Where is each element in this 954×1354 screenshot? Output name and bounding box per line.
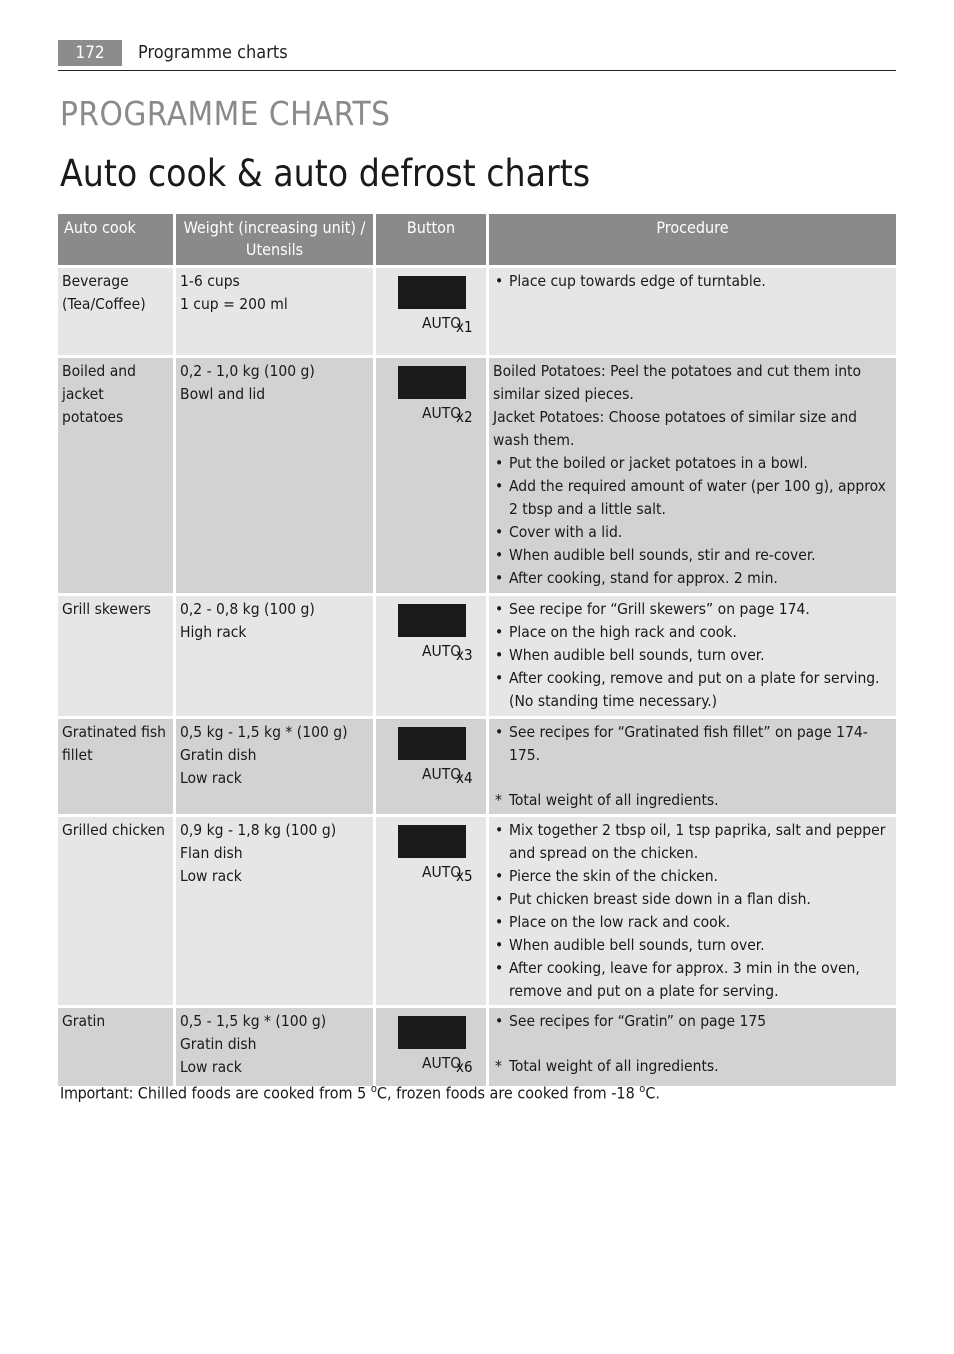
button-cell bbox=[376, 1008, 489, 1089]
auto-cook-button-icon bbox=[422, 402, 462, 422]
table-row bbox=[58, 817, 896, 1008]
svg-text:AUTO: AUTO bbox=[422, 1054, 462, 1072]
food-name: Gratin bbox=[62, 1012, 106, 1030]
button-cell bbox=[376, 268, 489, 358]
procedure-step: • Mix together 2 tbsp oil, 1 tsp paprika, salt and pepper and spread on the chicken. bbox=[493, 819, 892, 865]
procedure-list bbox=[493, 452, 892, 590]
food-name: Grilled chicken bbox=[62, 821, 166, 839]
table-header-row bbox=[58, 214, 896, 268]
table-row bbox=[58, 596, 896, 719]
procedure-step: • Place on the high rack and cook. bbox=[493, 621, 892, 644]
procedure-cell bbox=[489, 817, 896, 1008]
weight-line: Low rack bbox=[180, 1058, 242, 1076]
weight-line: 0,5 - 1,5 kg * (100 g) bbox=[180, 1012, 327, 1030]
svg-text:AUTO: AUTO bbox=[422, 642, 462, 660]
procedure-step: • When audible bell sounds, turn over. bbox=[493, 934, 892, 957]
auto-cook-button-icon bbox=[422, 312, 462, 332]
procedure-step: • After cooking, remove and put on a plate for serving. (No standing time necessary.) bbox=[493, 667, 892, 713]
display-panel bbox=[398, 604, 466, 637]
procedure-step: • Put the boiled or jacket potatoes in a bowl. bbox=[493, 452, 892, 475]
procedure-step: • Pierce the skin of the chicken. bbox=[493, 865, 892, 888]
footnote-text: Total weight of all ingredients. bbox=[509, 1057, 719, 1075]
header-auto-cook: Auto cook bbox=[58, 214, 176, 268]
weight-cell bbox=[176, 358, 376, 596]
button-cell bbox=[376, 596, 489, 719]
food-cell bbox=[58, 358, 176, 596]
table-row bbox=[58, 268, 896, 358]
important-note bbox=[60, 1082, 660, 1102]
weight-cell bbox=[176, 817, 376, 1008]
procedure-step: • See recipes for “Gratin” on page 175 bbox=[493, 1010, 892, 1033]
procedure-list bbox=[493, 1010, 892, 1033]
degree-mark-2: o bbox=[639, 1082, 646, 1095]
footnote-mark: * bbox=[495, 791, 502, 809]
auto-cook-button-icon bbox=[422, 861, 462, 881]
procedure-step: • After cooking, stand for approx. 2 min. bbox=[493, 567, 892, 590]
table-row bbox=[58, 358, 896, 596]
weight-line: Low rack bbox=[180, 867, 242, 885]
fish-dish-steam-icon bbox=[135, 751, 163, 781]
weight-line: 0,2 - 1,0 kg (100 g) bbox=[180, 362, 315, 380]
press-count: x4 bbox=[456, 769, 473, 787]
weight-line: 0,2 - 0,8 kg (100 g) bbox=[180, 600, 315, 618]
chicken-icon bbox=[135, 853, 163, 883]
weight-cell bbox=[176, 596, 376, 719]
food-cell bbox=[58, 719, 176, 817]
food-cell bbox=[58, 596, 176, 719]
food-name: Beverage (Tea/Coffee) bbox=[62, 272, 146, 313]
page-heading: Auto cook & auto defrost charts bbox=[60, 152, 591, 195]
food-cell bbox=[58, 268, 176, 358]
food-cell bbox=[58, 817, 176, 1008]
procedure-list bbox=[493, 721, 892, 767]
press-count: x5 bbox=[456, 867, 473, 885]
procedure-step: • Place on the low rack and cook. bbox=[493, 911, 892, 934]
button-cell bbox=[376, 719, 489, 817]
weight-line: High rack bbox=[180, 623, 247, 641]
procedure-cell bbox=[489, 1008, 896, 1089]
procedure-step: • Place cup towards edge of turntable. bbox=[493, 270, 892, 293]
display-panel bbox=[398, 276, 466, 309]
running-title: Programme charts bbox=[138, 42, 288, 63]
weight-cell bbox=[176, 1008, 376, 1089]
degree-mark-1: o bbox=[370, 1082, 377, 1095]
procedure-list bbox=[493, 270, 892, 293]
table-row bbox=[58, 719, 896, 817]
procedure-step: • Put chicken breast side down in a flan dish. bbox=[493, 888, 892, 911]
footnote-text: Total weight of all ingredients. bbox=[509, 791, 719, 809]
svg-text:AUTO: AUTO bbox=[422, 765, 462, 783]
display-panel bbox=[398, 1016, 466, 1049]
weight-line: Gratin dish bbox=[180, 746, 257, 764]
weight-line: 1-6 cups bbox=[180, 272, 240, 290]
procedure-step: • Cover with a lid. bbox=[493, 521, 892, 544]
svg-text:AUTO: AUTO bbox=[422, 314, 462, 332]
food-cell bbox=[58, 1008, 176, 1089]
important-text-2: C, frozen foods are cooked from -18 bbox=[376, 1083, 640, 1103]
display-panel bbox=[398, 825, 466, 858]
procedure-step: • Add the required amount of water (per 100 g), approx 2 tbsp and a little salt. bbox=[493, 475, 892, 521]
procedure-cell bbox=[489, 358, 896, 596]
svg-text:AUTO: AUTO bbox=[422, 404, 462, 422]
section-title: PROGRAMME CHARTS bbox=[60, 94, 391, 133]
important-label: Important: bbox=[60, 1083, 134, 1103]
svg-text:AUTO: AUTO bbox=[422, 863, 462, 881]
procedure-cell bbox=[489, 268, 896, 358]
procedure-list bbox=[493, 598, 892, 713]
cup-steam-icon bbox=[135, 318, 163, 348]
weight-cell bbox=[176, 719, 376, 817]
weight-cell bbox=[176, 268, 376, 358]
header-weight: Weight (increasing unit) / Utensils bbox=[176, 214, 376, 268]
procedure-step: • See recipe for “Grill skewers” on page 174. bbox=[493, 598, 892, 621]
button-cell bbox=[376, 817, 489, 1008]
weight-line: Low rack bbox=[180, 769, 242, 787]
procedure-list bbox=[493, 819, 892, 1003]
page-number: 172 bbox=[58, 40, 122, 66]
footnote bbox=[493, 1055, 892, 1078]
press-count: x6 bbox=[456, 1058, 473, 1076]
header-button: Button bbox=[376, 214, 489, 268]
food-name: Boiled and jacket potatoes bbox=[62, 362, 136, 426]
food-name: Gratinated fish fillet bbox=[62, 723, 167, 764]
procedure-paragraph: Jacket Potatoes: Choose potatoes of similar size and wash them. bbox=[493, 408, 858, 449]
footnote bbox=[493, 789, 892, 812]
auto-cook-button-icon bbox=[422, 763, 462, 783]
press-count: x2 bbox=[456, 408, 473, 426]
weight-line: 0,9 kg - 1,8 kg (100 g) bbox=[180, 821, 337, 839]
skewer-steam-icon bbox=[135, 624, 163, 654]
header-procedure: Procedure bbox=[489, 214, 896, 268]
footnote-mark: * bbox=[495, 1057, 502, 1075]
procedure-step: • When audible bell sounds, stir and re-cover. bbox=[493, 544, 892, 567]
weight-line: Gratin dish bbox=[180, 1035, 257, 1053]
important-text-3: C. bbox=[645, 1083, 660, 1103]
press-count: x1 bbox=[456, 318, 473, 336]
food-name: Grill skewers bbox=[62, 600, 151, 618]
procedure-step: • After cooking, leave for approx. 3 min in the oven, remove and put on a plate for serving. bbox=[493, 957, 892, 1003]
auto-cook-button-icon bbox=[422, 640, 462, 660]
press-count: x3 bbox=[456, 646, 473, 664]
procedure-step: • When audible bell sounds, turn over. bbox=[493, 644, 892, 667]
display-panel bbox=[398, 727, 466, 760]
weight-line: 0,5 kg - 1,5 kg * (100 g) bbox=[180, 723, 348, 741]
procedure-paragraph: Boiled Potatoes: Peel the potatoes and cut them into similar sized pieces. bbox=[493, 362, 862, 403]
weight-line: Flan dish bbox=[180, 844, 243, 862]
weight-line: 1 cup = 200 ml bbox=[180, 295, 288, 313]
important-text-1: Chilled foods are cooked from 5 bbox=[133, 1083, 371, 1103]
procedure-cell bbox=[489, 596, 896, 719]
procedure-cell bbox=[489, 719, 896, 817]
display-panel bbox=[398, 366, 466, 399]
button-cell bbox=[376, 358, 489, 596]
potato-steam-icon bbox=[135, 416, 163, 446]
gratin-dish-steam-icon bbox=[135, 1030, 163, 1060]
table-row bbox=[58, 1008, 896, 1089]
auto-cook-button-icon bbox=[422, 1052, 462, 1072]
weight-line: Bowl and lid bbox=[180, 385, 266, 403]
page-header bbox=[58, 40, 896, 71]
auto-cook-table bbox=[58, 214, 896, 1089]
procedure-step: • See recipes for “Gratinated fish fillet” on page 174-175. bbox=[493, 721, 892, 767]
